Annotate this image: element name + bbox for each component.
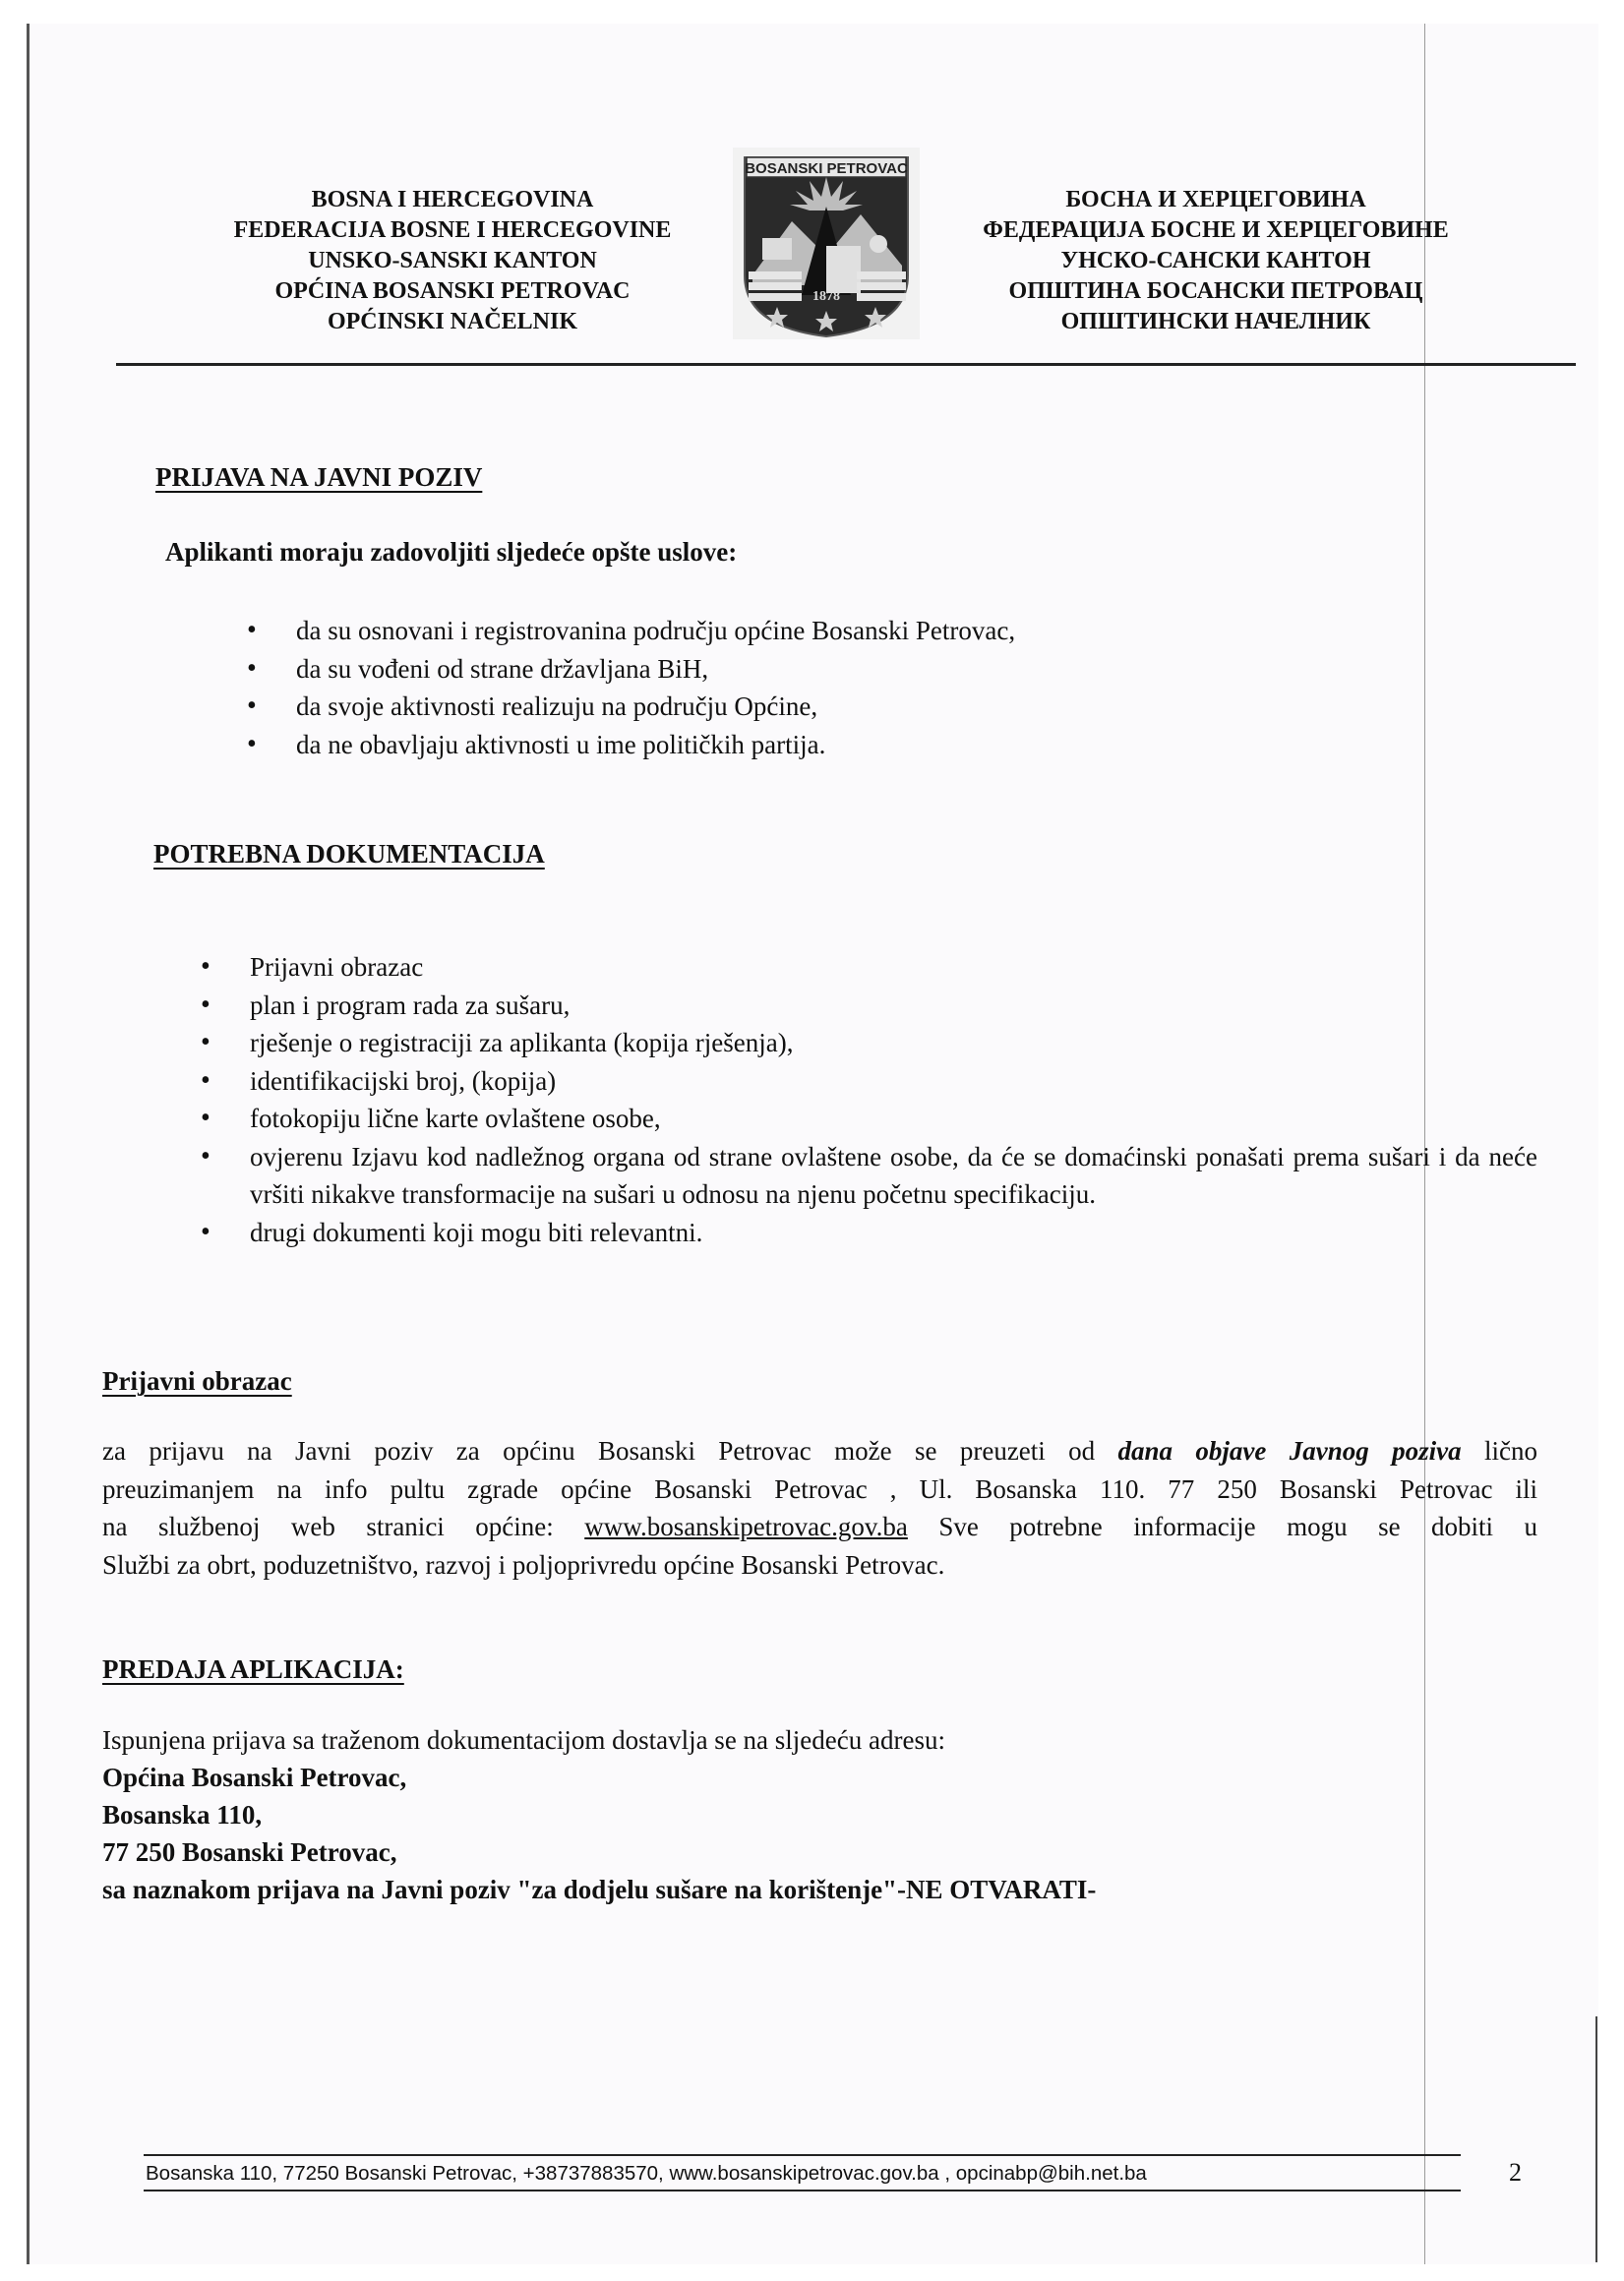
- section-title-dokumentacija: POTREBNA DOKUMENTACIJA: [153, 839, 545, 869]
- list-item: • rješenje o registraciji za aplikanta (kopija rješenja),: [197, 1024, 1537, 1062]
- section-title-prijava: PRIJAVA NA JAVNI POZIV: [155, 462, 483, 492]
- footer-bottom-rule: [144, 2190, 1461, 2191]
- footer-contact: Bosanska 110, 77250 Bosanski Petrovac, +38737883570, www.bosanskipetrovac.gov.ba , opcinabp@bih.net.ba: [146, 2162, 1147, 2185]
- text-run: na službenoj web stranici općine:: [102, 1512, 585, 1541]
- list-item: • fotokopiju lične karte ovlaštene osobe,: [197, 1100, 1537, 1138]
- list-item: • drugi dokumenti koji mogu biti relevantni.: [197, 1214, 1537, 1252]
- header-line: OPĆINA BOSANSKI PETROVAC: [274, 278, 631, 304]
- header-line: UNSKO-SANSKI KANTON: [308, 248, 597, 273]
- list-item: • da ne obavljaju aktivnosti u ime političkih partija.: [243, 726, 1015, 764]
- list-item: • identifikacijski broj, (kopija): [197, 1062, 1537, 1101]
- list-item: • Prijavni obrazac: [197, 948, 1537, 987]
- address-line: Općina Bosanski Petrovac,: [102, 1763, 407, 1792]
- paragraph-line: [102, 1508, 1537, 1546]
- header-line: BOSNA I HERCEGOVINA: [311, 187, 594, 212]
- emphasis-text: dana objave Javnog poziva: [1117, 1436, 1462, 1466]
- header-cyrillic: [931, 185, 1501, 337]
- text-run: za prijavu na Javni poziv za općinu Bosanski Petrovac može se preuzeti od: [102, 1436, 1118, 1466]
- application-form-paragraph: [102, 1432, 1537, 1584]
- address-line: 77 250 Bosanski Petrovac,: [102, 1837, 397, 1867]
- header-line: OPĆINSKI NAČELNIK: [327, 309, 578, 334]
- header-line: БОСНА И ХЕРЦЕГОВИНА: [1065, 187, 1366, 212]
- list-item: • ovjerenu Izjavu kod nadležnog organa od strane ovlaštene osobe, da će se domaćinski ponašati prema sušari i da neće vršiti nikakve transformacije na sušari u odnosu na njenu početnu specifikaciju.: [197, 1138, 1537, 1214]
- paragraph-line: [102, 1432, 1537, 1471]
- header-line: FEDERACIJA BOSNE I HERCEGOVINE: [233, 217, 672, 243]
- text-run: lično: [1461, 1436, 1537, 1466]
- footer-top-rule: [144, 2154, 1461, 2156]
- address-line: sa naznakom prijava na Javni poziv "za dodjelu sušare na korištenje"-NE OTVARATI-: [102, 1875, 1097, 1904]
- list-item: • da su vođeni od strane državljana BiH,: [243, 650, 1015, 689]
- list-item: • da svoje aktivnosti realizuju na području Općine,: [243, 688, 1015, 726]
- list-item: • plan i program rada za sušaru,: [197, 987, 1537, 1025]
- crest-year: 1878: [812, 289, 840, 304]
- documents-list: [197, 948, 1537, 1251]
- section-title-predaja: PREDAJA APLIKACIJA:: [102, 1654, 404, 1684]
- header-divider: [116, 363, 1576, 366]
- website-link[interactable]: www.bosanskipetrovac.gov.ba: [584, 1512, 908, 1541]
- header-latin: [177, 185, 728, 337]
- header-line: ОПШТИНА БОСАНСКИ ПЕТРОВАЦ: [1008, 278, 1423, 304]
- scan-edge-line: [1595, 2016, 1597, 2262]
- conditions-list: [243, 612, 1015, 763]
- section-title-prijavni-obrazac: Prijavni obrazac: [102, 1366, 292, 1396]
- address-line: Bosanska 110,: [102, 1800, 263, 1830]
- page-number: 2: [1509, 2158, 1522, 2187]
- list-item: • da su osnovani i registrovanina području općine Bosanski Petrovac,: [243, 612, 1015, 650]
- municipality-crest-logo: [733, 148, 920, 339]
- section-intro: Aplikanti moraju zadovoljiti sljedeće opšte uslove:: [165, 537, 738, 567]
- header-line: УНСКО-САНСКИ КАНТОН: [1060, 248, 1371, 273]
- crest-title: BOSANSKI PETROVAC: [745, 160, 908, 177]
- header-line: ОПШТИНСКИ НАЧЕЛНИК: [1060, 309, 1371, 334]
- paragraph-line: preuzimanjem na info pultu zgrade općine Bosanski Petrovac , Ul. Bosanska 110. 77 250 Bosanski Petrovac ili: [102, 1473, 1537, 1504]
- header-line: ФЕДЕРАЦИЈА БОСНЕ И ХЕРЦЕГОВИНЕ: [983, 217, 1449, 243]
- text-run: Sve potrebne informacije mogu se dobiti u: [907, 1512, 1537, 1541]
- paragraph-line: Službi za obrt, poduzetništvo, razvoj i poljoprivredu općine Bosanski Petrovac.: [102, 1549, 945, 1580]
- submission-intro: Ispunjena prijava sa traženom dokumentacijom dostavlja se na sljedeću adresu:: [102, 1725, 945, 1755]
